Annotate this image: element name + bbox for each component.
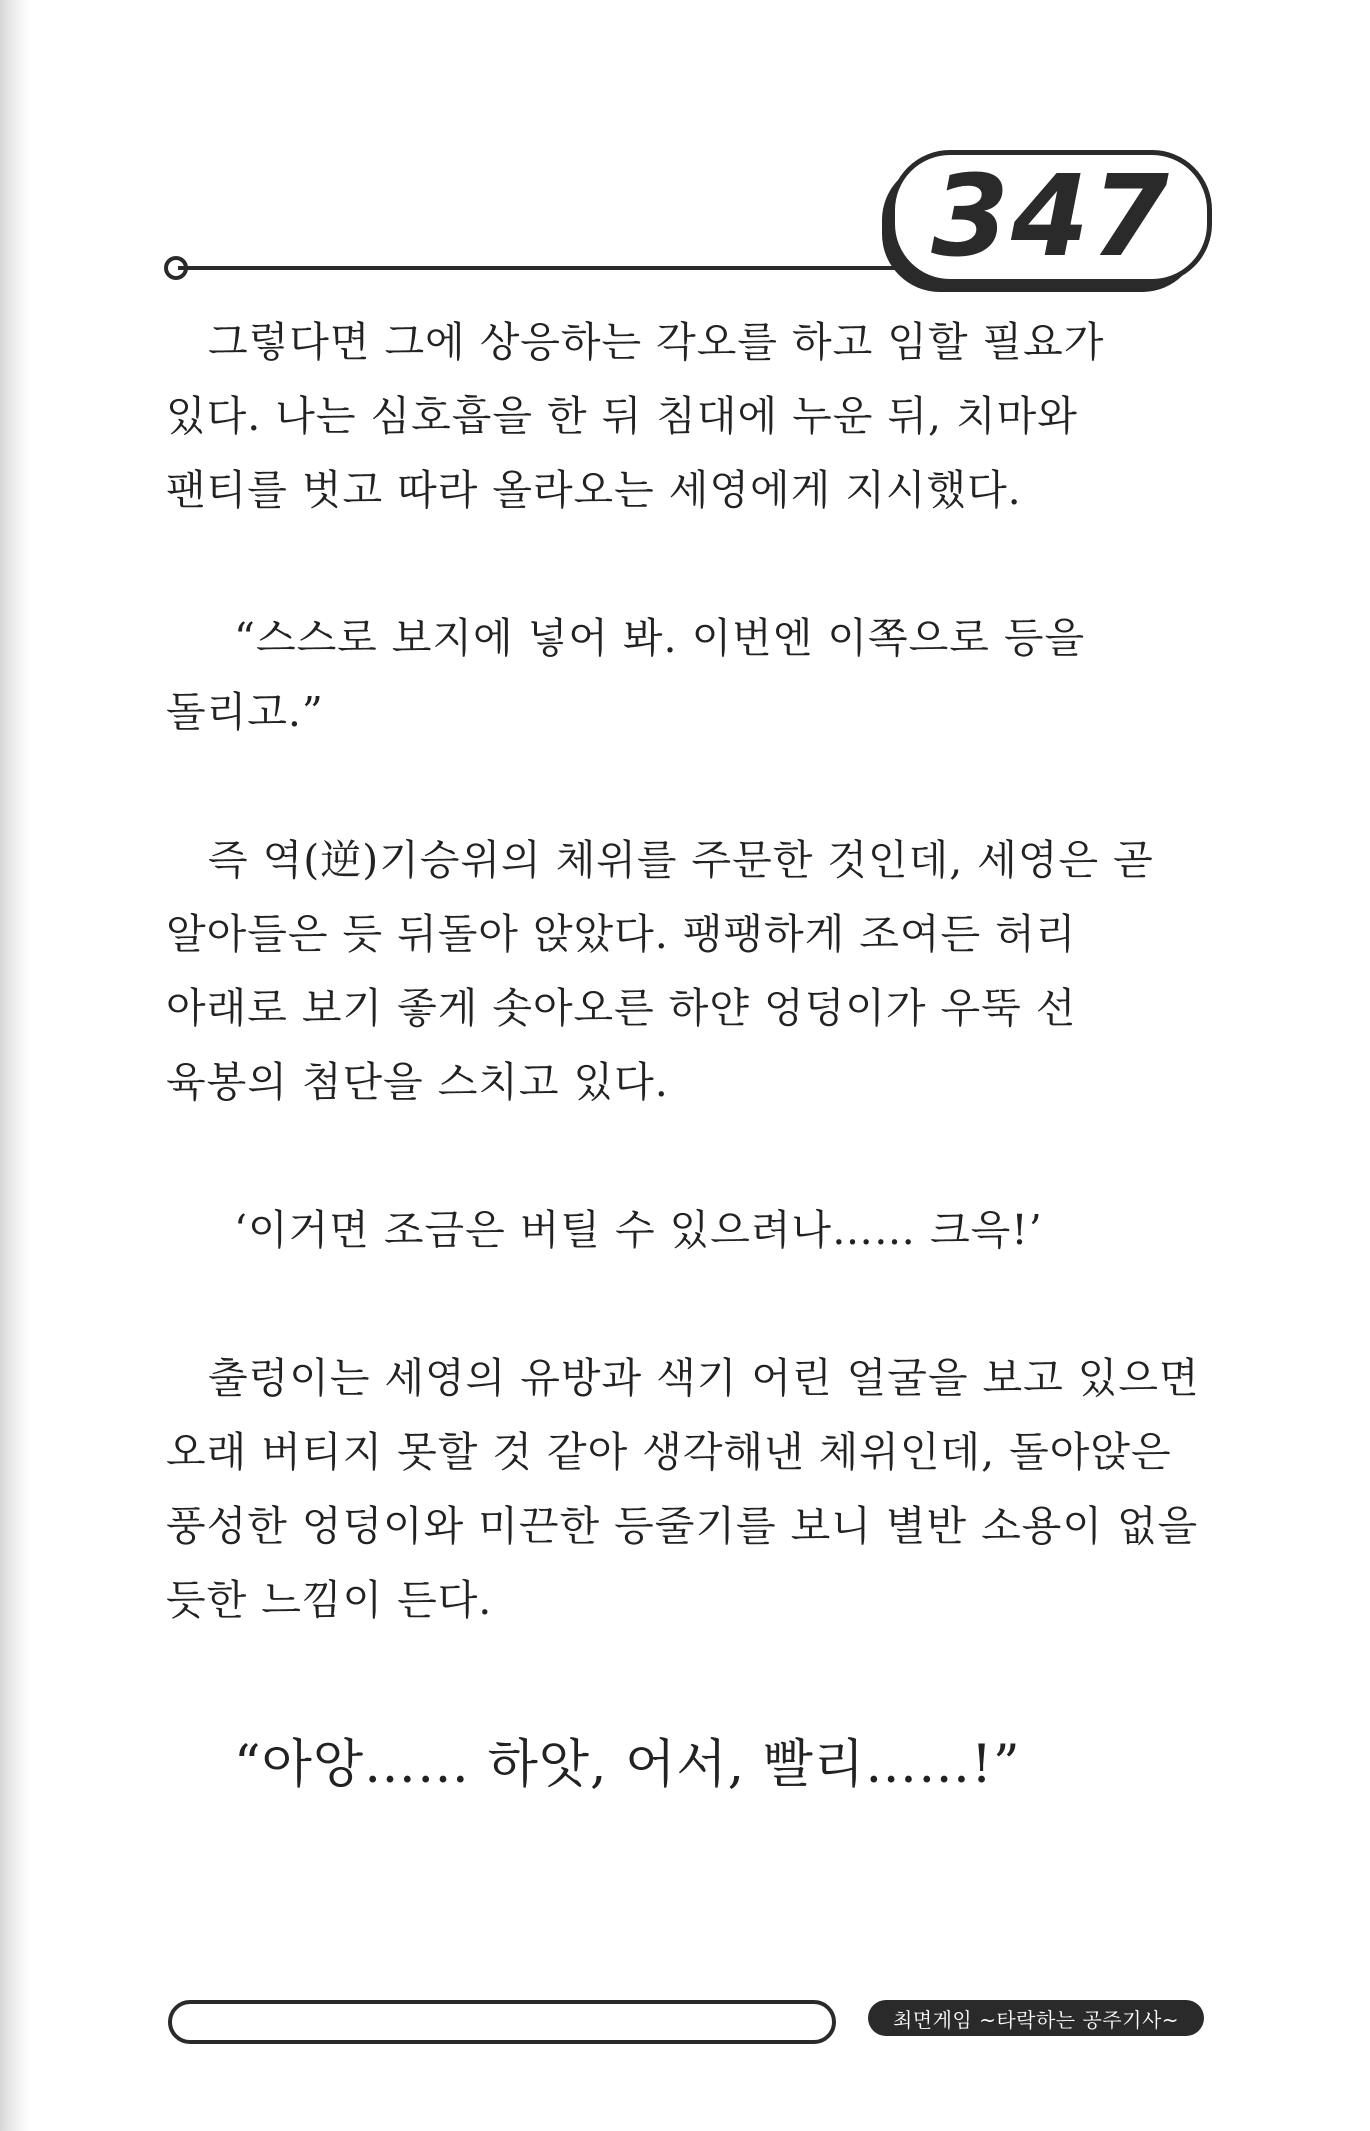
- page-number-badge: [890, 150, 1212, 284]
- paragraph-gap: [166, 1119, 1206, 1193]
- page-number: 347: [931, 152, 1171, 282]
- page-edge-shadow: [0, 0, 30, 2131]
- paragraph-gap: [166, 1637, 1206, 1711]
- inner-thought: ‘이거면 조금은 버틸 수 있으려나…… 크윽!’: [234, 1206, 1043, 1254]
- paragraph-3: 출렁이는 세영의 유방과 색기 어린 얼굴을 보고 있으면 오래 버티지 못할 것 같아 생각해낸 체위인데, 돌아앉은 풍성한 엉덩이와 미끈한 등줄기를 보니 별반 소용이 없을 듯한 느낌이 든다.: [166, 1354, 1200, 1624]
- paragraph-gap: [166, 1267, 1206, 1341]
- dialogue-1: “스스로 보지에 넣어 봐. 이번엔 이쪽으로 등을 돌리고.”: [166, 614, 1086, 736]
- footer-rule-bar: [168, 2000, 836, 2044]
- paragraph-gap: [166, 749, 1206, 823]
- page-body-text: [166, 305, 1206, 1805]
- paragraph-2: 즉 역(逆)기승위의 체위를 주문한 것인데, 세영은 곧 알아들은 듯 뒤돌아 앉았다. 팽팽하게 조여든 허리 아래로 보기 좋게 솟아오른 하얀 엉덩이가 우뚝 선 육봉의 첨단을 스치고 있다.: [166, 836, 1154, 1106]
- paragraph-1: 그렇다면 그에 상응하는 각오를 하고 임할 필요가 있다. 나는 심호흡을 한 뒤 침대에 누운 뒤, 치마와 팬티를 벗고 따라 올라오는 세영에게 지시했다.: [166, 318, 1105, 514]
- header-rule: [178, 266, 918, 270]
- footer-book-title: 최면게임 ~타락하는 공주기사~: [868, 2000, 1204, 2036]
- dialogue-shout: “아앙…… 하앗, 어서, 빨리……!”: [234, 1735, 1021, 1795]
- paragraph-gap: [166, 527, 1206, 601]
